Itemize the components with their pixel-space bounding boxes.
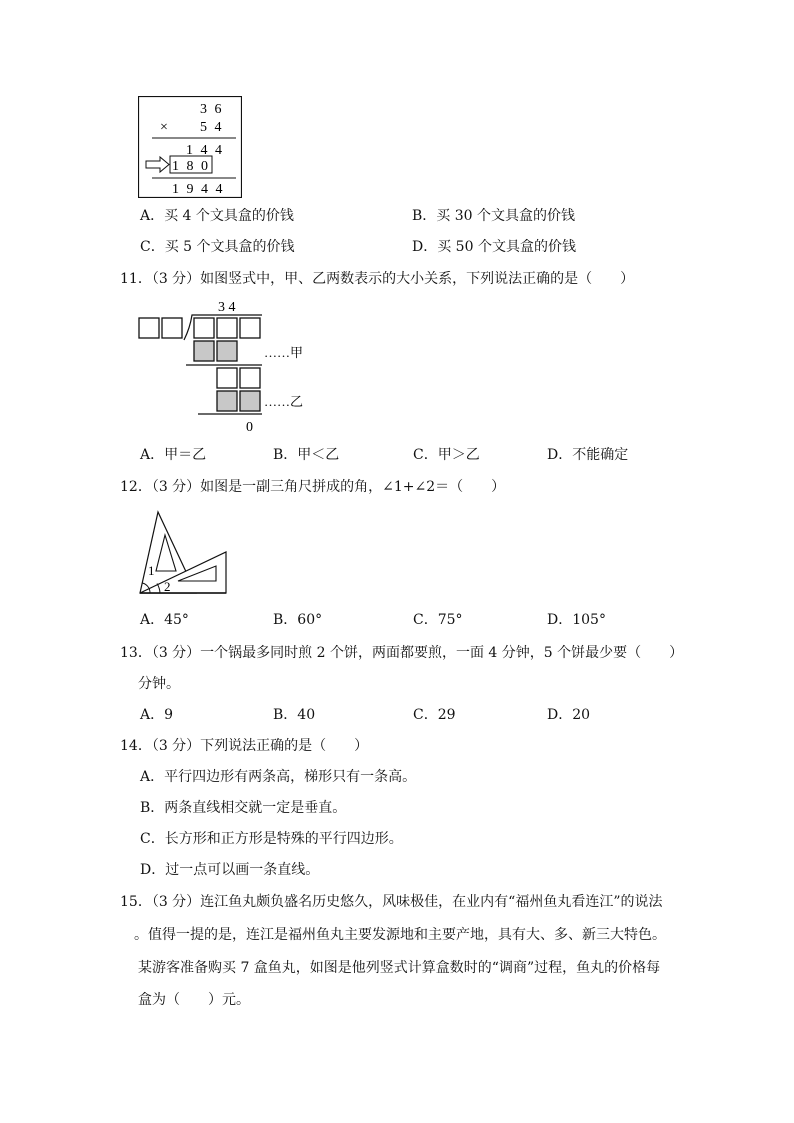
q14-stem: 14．（3 分）下列说法正确的是（ ） [120, 738, 369, 754]
q15-line3: 某游客准备购买 7 盒鱼丸，如图是他列竖式计算盒数时的“调商”过程，鱼丸的价格每 [138, 960, 661, 976]
q13-option-c[interactable]: C．29 [413, 707, 456, 723]
q15-line2: 。值得一提的是，连江是福州鱼丸主要发源地和主要产地，具有大、多、新三大特色。 [134, 927, 666, 943]
quotient-digits: 3 4 [218, 300, 236, 315]
q14-option-d[interactable]: D．过一点可以画一条直线。 [140, 862, 320, 878]
q11-stem: 11．（3 分）如图竖式中，甲、乙两数表示的大小关系，下列说法正确的是（ ） [120, 271, 635, 287]
q13-option-a[interactable]: A．9 [140, 707, 174, 723]
label-jia: ……甲 [264, 345, 304, 360]
q10-option-c[interactable]: C．买 5 个文具盒的价钱 [140, 239, 295, 255]
q14-option-c[interactable]: C．长方形和正方形是特殊的平行四边形。 [140, 831, 403, 847]
q14-option-b[interactable]: B．两条直线相交就一定是垂直。 [140, 800, 347, 816]
triangle-rulers-figure [138, 509, 228, 595]
angle-label-1: 1 [148, 563, 155, 578]
q14-option-a[interactable]: A．平行四边形有两条高，梯形只有一条高。 [140, 769, 417, 785]
q12-option-b[interactable]: B．60° [273, 612, 323, 628]
q12-option-c[interactable]: C．75° [413, 612, 463, 628]
calc-times: × [160, 120, 168, 135]
label-yi: ……乙 [264, 394, 304, 409]
q15-line1: 15．（3 分）连江鱼丸颇负盛名历史悠久，风味极佳，在业内有“福州鱼丸看连江”的说法 [120, 894, 663, 910]
q12-option-a[interactable]: A．45° [140, 612, 189, 628]
q11-option-c[interactable]: C．甲＞乙 [413, 447, 480, 463]
q13-option-b[interactable]: B．40 [273, 707, 316, 723]
q15-line4: 盒为（ ）元。 [138, 992, 250, 1008]
calc-partial1: 1 4 4 [186, 143, 224, 158]
q13-stem-line1: 13．（3 分）一个锅最多同时煎 2 个饼，两面都要煎，一面 4 分钟，5 个饼最少要（ ） [120, 645, 684, 661]
division-figure [138, 298, 318, 436]
q13-option-d[interactable]: D．20 [547, 707, 591, 723]
q11-option-b[interactable]: B．甲＜乙 [273, 447, 340, 463]
multiplication-figure [138, 96, 242, 198]
q10-option-b[interactable]: B．买 30 个文具盒的价钱 [412, 208, 576, 224]
calc-row1: 3 6 [200, 102, 224, 117]
q12-stem: 12．（3 分）如图是一副三角尺拼成的角，∠1+∠2＝（ ） [120, 479, 506, 495]
calc-result: 1 9 4 4 [172, 182, 225, 197]
calc-row2: 5 4 [200, 120, 224, 135]
q11-option-a[interactable]: A．甲＝乙 [140, 447, 207, 463]
q10-option-d[interactable]: D．买 50 个文具盒的价钱 [412, 239, 576, 255]
remainder: 0 [246, 420, 253, 435]
q12-option-d[interactable]: D．105° [547, 612, 606, 628]
angle-label-2: 2 [164, 579, 171, 594]
q11-option-d[interactable]: D．不能确定 [547, 447, 629, 463]
q10-option-a[interactable]: A．买 4 个文具盒的价钱 [140, 208, 294, 224]
calc-partial2: 1 8 0 [172, 159, 210, 174]
q13-stem-line2: 分钟。 [138, 676, 180, 692]
